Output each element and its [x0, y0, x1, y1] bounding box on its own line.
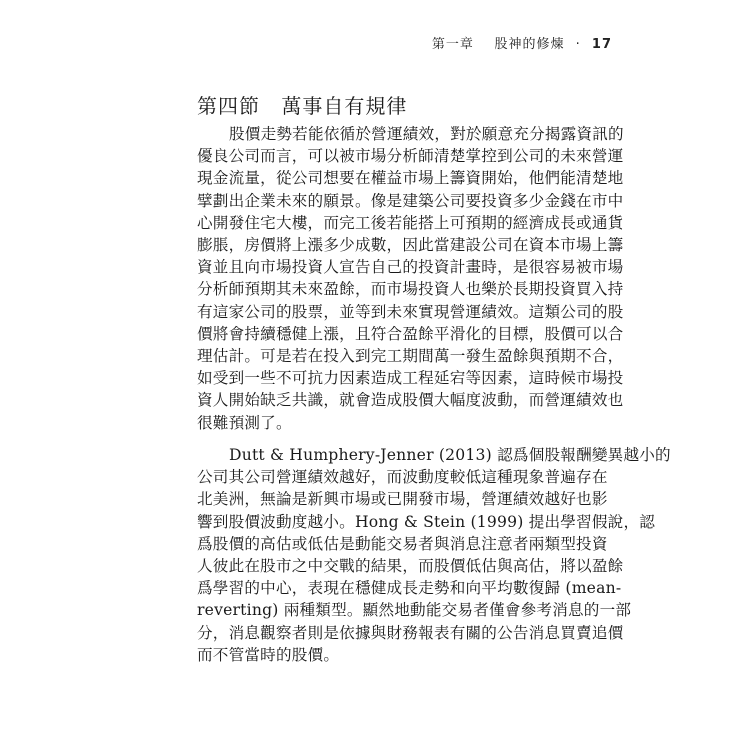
text-line: 現金流量，從公司想要在權益市場上籌資開始，他們能清楚地	[197, 169, 624, 188]
page-number: 17	[591, 37, 612, 52]
text-line: 公司其公司營運績效越好，而波動度較低這種現象普遍存在	[197, 468, 608, 487]
text-line: 擘劃出企業未來的願景。像是建築公司要投資多少金錢在市中	[197, 191, 624, 210]
chapter-title: 股神的修煉	[494, 37, 565, 52]
text-line: 很難預測了。	[197, 413, 292, 432]
text-line: 分析師預期其未來盈餘，而市場投資人也樂於長期投資買入持	[197, 280, 624, 299]
text-line: 人彼此在股市之中交戰的結果，而股價低估與高估，將以盈餘	[197, 557, 624, 576]
running-header	[432, 33, 612, 52]
text-line: 而不管當時的股價。	[197, 645, 340, 664]
text-line: 理估計。可是若在投入到完工期間萬一發生盈餘與預期不合，	[197, 347, 624, 366]
chapter-label: 第一章	[431, 37, 474, 52]
paragraph-2	[197, 444, 671, 666]
text-line: 資並且向市場投資人宣告自己的投資計畫時，是很容易被市場	[197, 258, 624, 277]
text-line: 膨脹，房價將上漲多少成數，因此當建設公司在資本市場上籌	[197, 236, 624, 255]
text-line: 爲學習的中心，表現在穩健成長走勢和向平均數復歸 (mean-	[197, 579, 622, 598]
section-number: 第四節	[197, 94, 260, 118]
section-heading	[197, 90, 407, 119]
section-title: 萬事自有規律	[281, 94, 408, 118]
text-line: Dutt & Humphery-Jenner (2013) 認爲個股報酬變異越小的	[229, 446, 671, 464]
text-line: 爲股價的高估或低估是動能交易者與消息注意者兩類型投資	[197, 534, 608, 553]
text-line: 響到股價波動度越小。Hong & Stein (1999) 提出學習假說，認	[197, 512, 656, 531]
paragraph-1	[197, 123, 624, 434]
header-separator: ·	[575, 37, 581, 52]
text-line: reverting) 兩種類型。顯然地動能交易者僅會參考消息的一部	[197, 601, 632, 620]
text-line: 有這家公司的股票，並等到未來實現營運績效。這類公司的股	[197, 302, 624, 321]
text-line: 心開發住宅大樓，而完工後若能搭上可預期的經濟成長或通貨	[197, 213, 624, 232]
text-line: 北美洲，無論是新興市場或已開發市場，營運績效越好也影	[197, 490, 608, 509]
text-line: 資人開始缺乏共識，就會造成股價大幅度波動，而營運績效也	[197, 391, 624, 410]
text-line: 分，消息觀察者則是依據與財務報表有關的公告消息買賣追價	[197, 623, 624, 642]
text-line: 價將會持續穩健上漲，且符合盈餘平滑化的目標，股價可以合	[197, 324, 624, 343]
text-line: 如受到一些不可抗力因素造成工程延宕等因素，這時候市場投	[197, 369, 624, 388]
text-line: 優良公司而言，可以被市場分析師清楚掌控到公司的未來營運	[197, 147, 624, 166]
text-line: 股價走勢若能依循於營運績效，對於願意充分揭露資訊的	[229, 125, 624, 143]
